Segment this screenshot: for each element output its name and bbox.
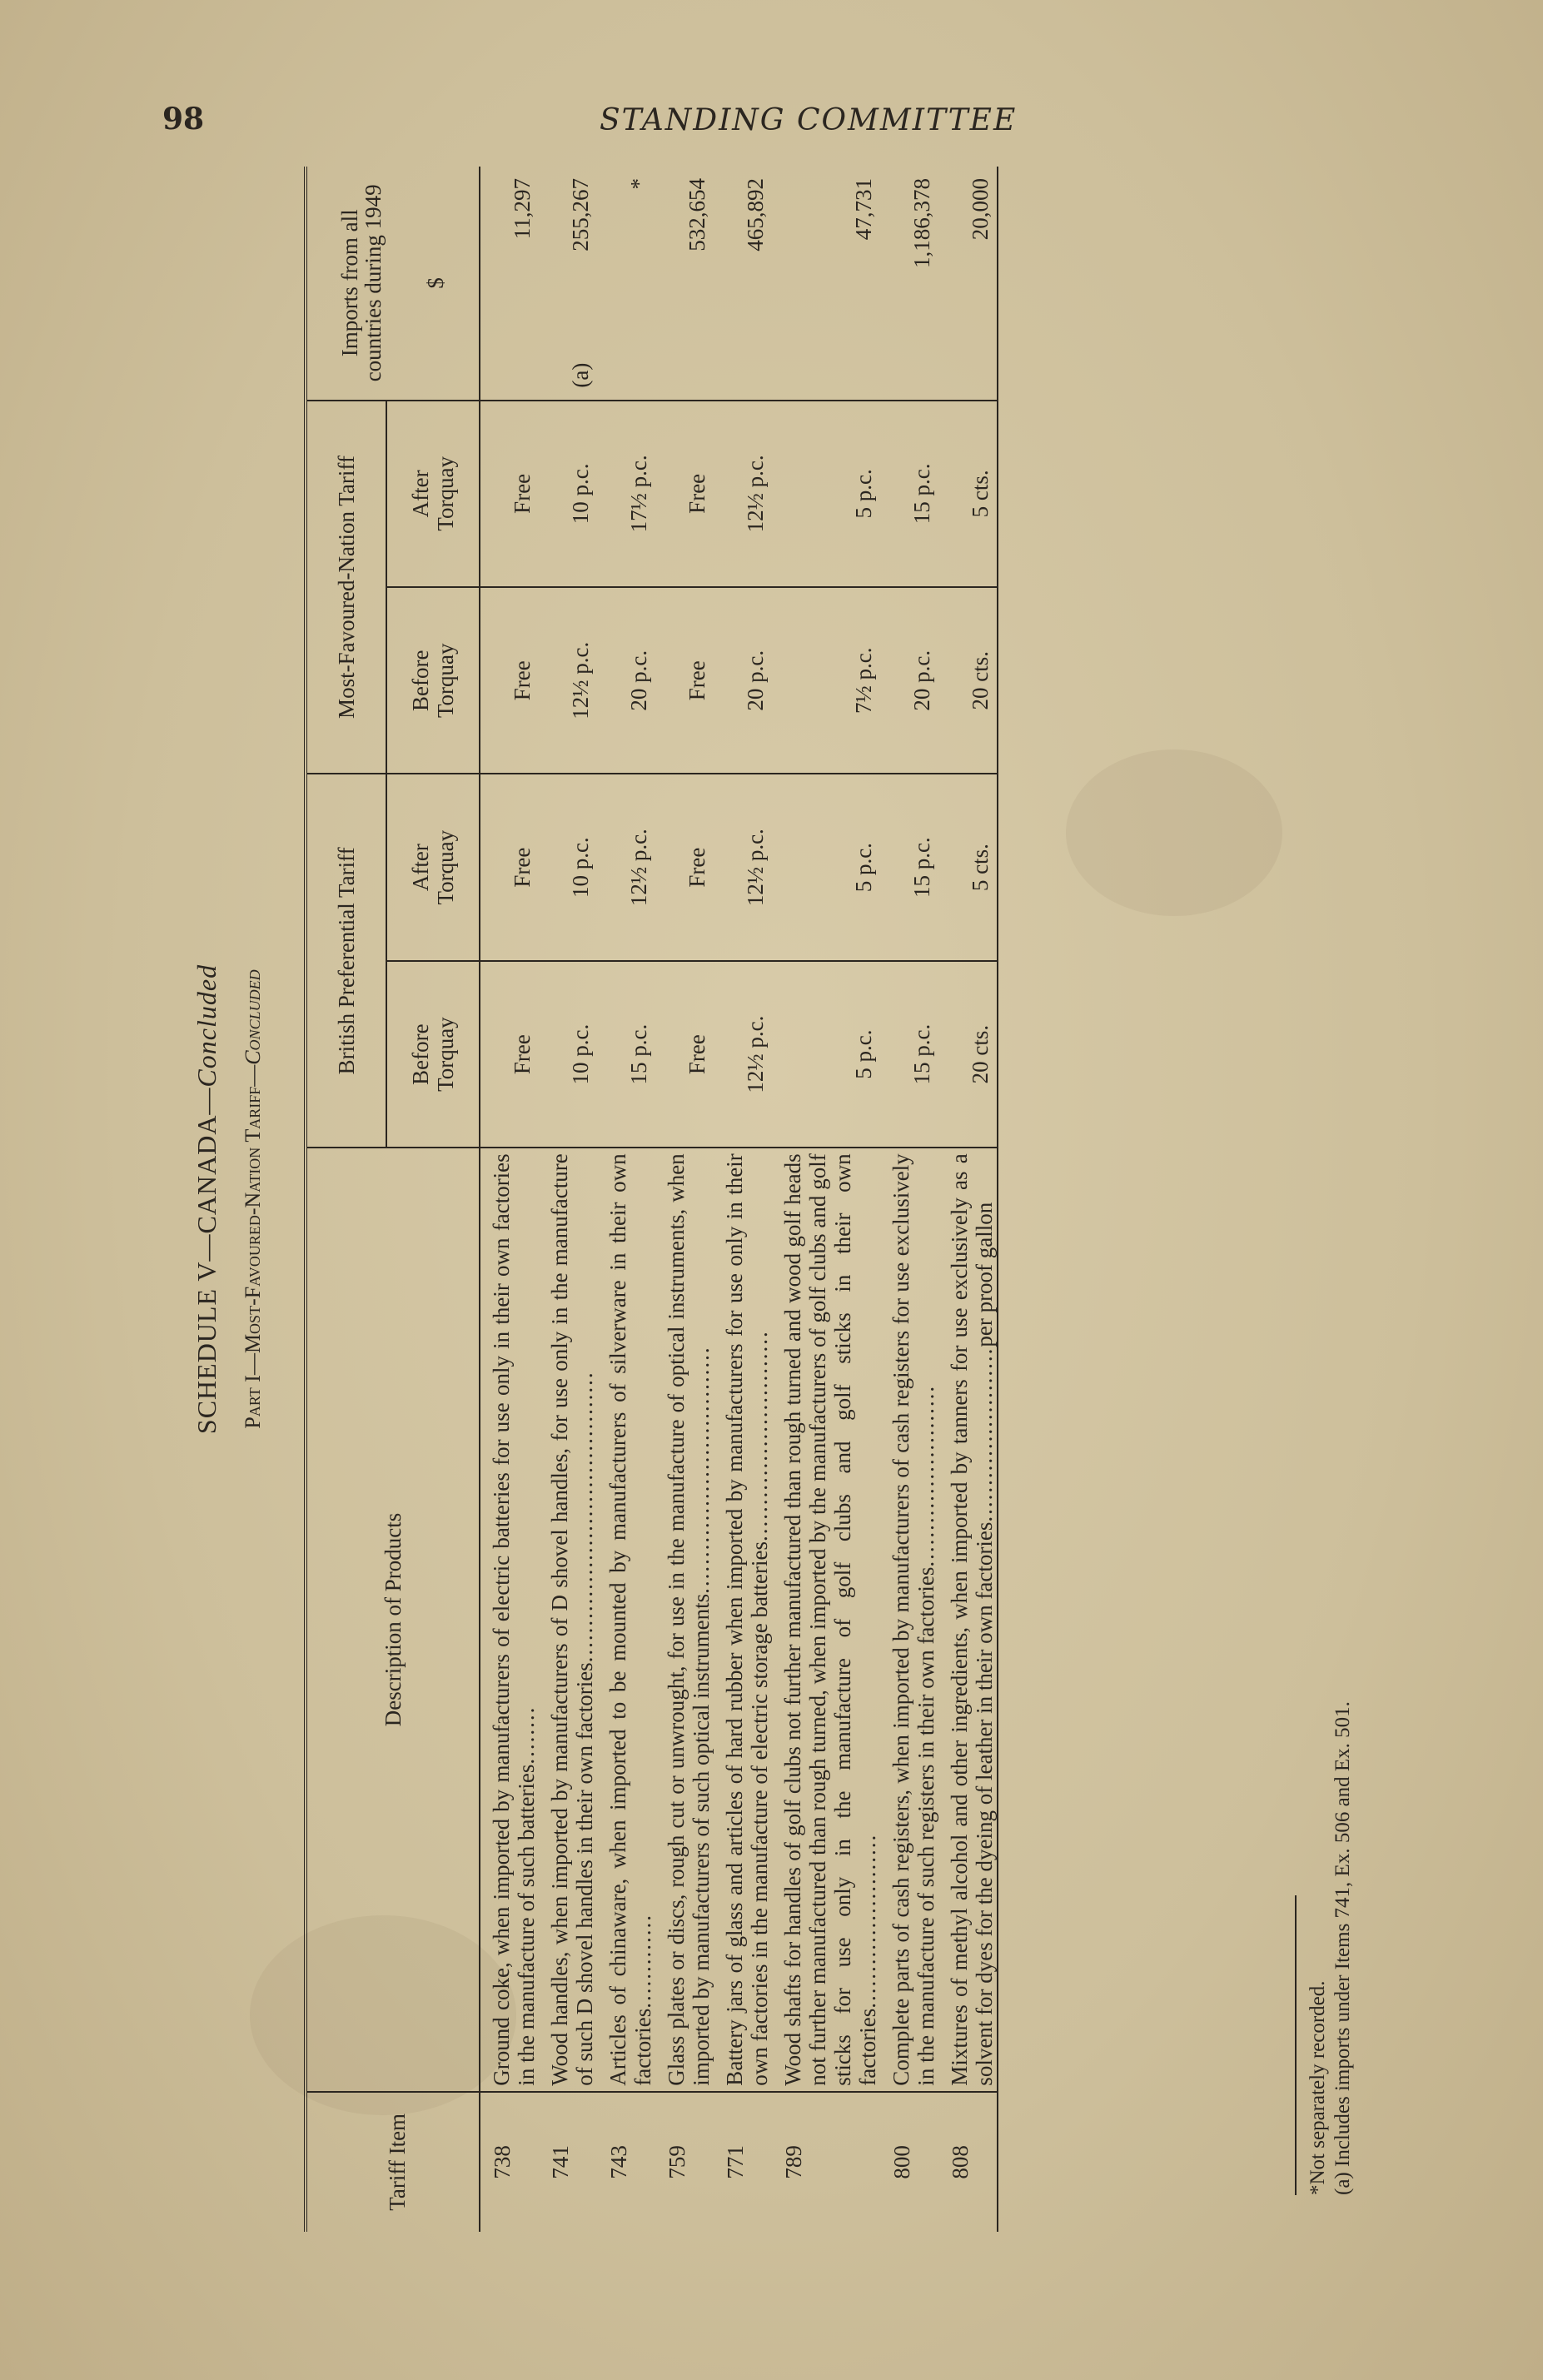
- col-header-mfn: Most-Favoured-Nation Tariff: [306, 401, 386, 774]
- bp-after-rate: 12½ p.c.: [714, 774, 772, 960]
- col-header-mfn-before: Before Torquay: [386, 587, 480, 774]
- bp-before-rate: Free: [480, 961, 539, 1148]
- bp-before-rate: 10 p.c.: [539, 961, 597, 1148]
- bp-after-rate: 5 cts.: [938, 774, 998, 960]
- table-row: [938, 167, 998, 2232]
- part-title: Part I—Most-Favoured-Nation Tariff—Concluded: [241, 969, 265, 1429]
- mfn-after-rate: 5 p.c.: [772, 401, 880, 587]
- imports-value: *: [597, 167, 655, 401]
- imports-value: 11,297: [480, 167, 539, 401]
- mfn-before-rate: 7½ p.c.: [772, 587, 880, 774]
- tariff-item-number: 771: [723, 2145, 748, 2179]
- imports-note: (a): [568, 362, 593, 388]
- bp-after-rate: Free: [655, 774, 714, 960]
- col-header-bp-after: After Torquay: [386, 774, 480, 960]
- col-header-imports: [306, 167, 480, 401]
- bp-after-rate: 5 p.c.: [772, 774, 880, 960]
- tariff-item-number: 808: [948, 2145, 973, 2179]
- tariff-table: [304, 167, 998, 2232]
- table-row: [539, 167, 597, 2232]
- bp-before-rate: 20 cts.: [938, 961, 998, 1148]
- footnote-rule: [1295, 1895, 1297, 2195]
- product-description: Battery jars of glass and articles of hard rubber when imported by manufacturers for use only in their own factories in the manufacture of electric storage batteries.............................: [714, 1148, 772, 2091]
- col-header-tariff-item: Tariff Item: [306, 2092, 480, 2232]
- mfn-before-rate: Free: [480, 587, 539, 774]
- table-row: [714, 167, 772, 2232]
- product-description: Glass plates or discs, rough cut or unwrought, for use in the manufacture of optical instruments, when imported by manufacturers of such optical instruments..................................: [655, 1148, 714, 2091]
- rotated-content: [0, 167, 1366, 2232]
- mfn-after-rate: 10 p.c.: [539, 401, 597, 587]
- tariff-item-number: 789: [781, 2145, 806, 2179]
- bp-before-rate: 15 p.c.: [597, 961, 655, 1148]
- bp-before-rate: Free: [655, 961, 714, 1148]
- bp-after-rate: 15 p.c.: [880, 774, 938, 960]
- page-number: 98: [162, 102, 205, 137]
- tariff-item-number: 743: [606, 2145, 631, 2179]
- mfn-after-rate: 12½ p.c.: [714, 401, 772, 587]
- col-header-description: Description of Products: [306, 1148, 480, 2091]
- tariff-item-number: 738: [490, 2145, 515, 2179]
- tariff-item-number: 759: [664, 2145, 689, 2179]
- table-row: [655, 167, 714, 2232]
- mfn-before-rate: Free: [655, 587, 714, 774]
- imports-value: 47,731: [772, 167, 880, 401]
- schedule-title: SCHEDULE V—CANADA—Concluded: [192, 963, 221, 1435]
- table-row: [772, 167, 880, 2232]
- mfn-after-rate: 5 cts.: [938, 401, 998, 587]
- mfn-after-rate: 17½ p.c.: [597, 401, 655, 587]
- bp-before-rate: 5 p.c.: [772, 961, 880, 1148]
- tariff-item-number: 800: [889, 2145, 914, 2179]
- bp-before-rate: 15 p.c.: [880, 961, 938, 1148]
- imports-value: 20,000: [938, 167, 998, 401]
- bp-before-rate: 12½ p.c.: [714, 961, 772, 1148]
- mfn-before-rate: 20 cts.: [938, 587, 998, 774]
- bp-after-rate: 12½ p.c.: [597, 774, 655, 960]
- mfn-before-rate: 20 p.c.: [880, 587, 938, 774]
- product-description: Wood handles, when imported by manufacturers of D shovel handles, for use only in the manufacture of such D shovel handles in their own factories........................................: [539, 1148, 597, 2091]
- imports-value: 1,186,378: [880, 167, 938, 401]
- mfn-after-rate: Free: [655, 401, 714, 587]
- table-row: [480, 167, 539, 2232]
- mfn-before-rate: 12½ p.c.: [539, 587, 597, 774]
- col-header-british-preferential: British Preferential Tariff: [306, 774, 386, 1148]
- bp-after-rate: Free: [480, 774, 539, 960]
- imports-value: 465,892: [714, 167, 772, 401]
- tariff-item-number: 741: [548, 2145, 573, 2179]
- mfn-after-rate: Free: [480, 401, 539, 587]
- table-row: [880, 167, 938, 2232]
- footnote-a: (a) Includes imports under Items 741, Ex. 506 and Ex. 501.: [1331, 1701, 1354, 2195]
- footnote-not-recorded: *Not separately recorded.: [1307, 1980, 1329, 2195]
- mfn-after-rate: 15 p.c.: [880, 401, 938, 587]
- product-description: Ground coke, when imported by manufacturers of electric batteries for use only in their own factories in the manufacture of such batteries........: [480, 1148, 539, 2091]
- imports-value: 532,654: [655, 167, 714, 401]
- product-description: Articles of chinaware, when imported to be mounted by manufacturers of silverware in their own factories.............: [597, 1148, 655, 2091]
- mfn-before-rate: 20 p.c.: [597, 587, 655, 774]
- bp-after-rate: 10 p.c.: [539, 774, 597, 960]
- dollar-sign: $: [423, 277, 448, 289]
- product-description: Complete parts of cash registers, when imported by manufacturers of cash registers for use exclusively in the manufacture of such registers in their own factories.........................: [880, 1148, 938, 2091]
- imports-value: (a) 255,267: [539, 167, 597, 401]
- product-description: Wood shafts for handles of golf clubs not further manufactured than rough turned and wood golf heads not further manufactured than rough turned, when imported by the manufacturers of golf clubs and golf sticks for use only in the manufacture of golf clubs and golf sticks in their own factories........................: [772, 1148, 880, 2091]
- imports-heading: Imports from all countries during 1949: [337, 184, 386, 382]
- col-header-mfn-after: After Torquay: [386, 401, 480, 587]
- footnotes: [1306, 1701, 1356, 2195]
- running-title: STANDING COMMITTEE: [600, 103, 1018, 137]
- mfn-before-rate: 20 p.c.: [714, 587, 772, 774]
- col-header-bp-before: Before Torquay: [386, 961, 480, 1148]
- product-description: Mixtures of methyl alcohol and other ingredients, when imported by tanners for use exclusively as a solvent for dyes for the dyeing of leather in their own factories........................per proof gallon: [938, 1148, 998, 2091]
- table-row: [597, 167, 655, 2232]
